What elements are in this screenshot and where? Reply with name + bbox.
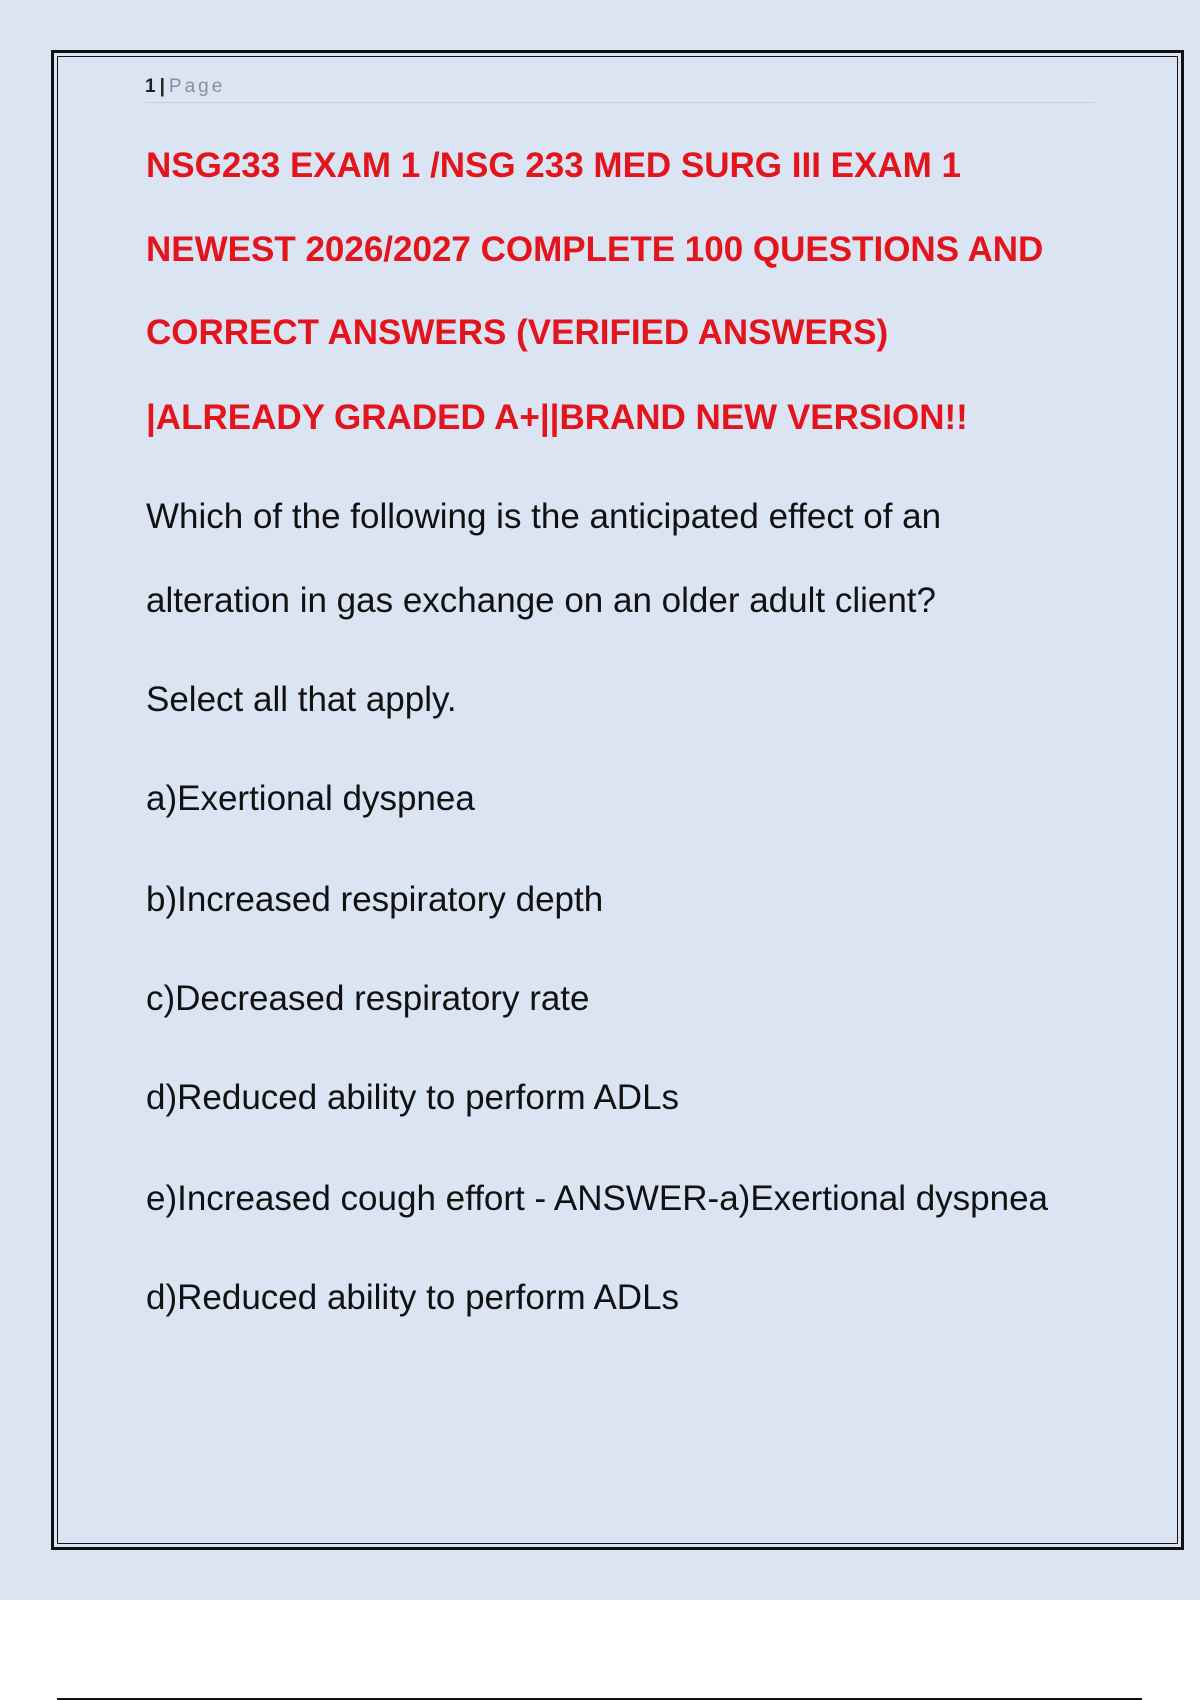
option-e-with-answer: e)Increased cough effort - ANSWER-a)Exertional dyspnea (146, 1179, 1049, 1218)
option-b: b)Increased respiratory depth (146, 880, 604, 919)
page-label: Page (168, 76, 226, 97)
option-d: d)Reduced ability to perform ADLs (146, 1078, 680, 1117)
question-line-1: Which of the following is the anticipated effect of an (146, 497, 942, 536)
question-line-2: alteration in gas exchange on an older adult client? (146, 581, 936, 620)
page-header (145, 72, 1095, 103)
title-line-3: CORRECT ANSWERS (VERIFIED ANSWERS) (146, 313, 889, 352)
option-a: a)Exertional dyspnea (146, 779, 475, 818)
answer-continuation: d)Reduced ability to perform ADLs (146, 1278, 680, 1317)
question-instruction: Select all that apply. (146, 680, 457, 719)
title-line-2: NEWEST 2026/2027 COMPLETE 100 QUESTIONS AND (146, 230, 1044, 269)
option-c: c)Decreased respiratory rate (146, 979, 590, 1018)
page-separator: | (159, 76, 165, 97)
title-line-1: NSG233 EXAM 1 /NSG 233 MED SURG III EXAM 1 (146, 146, 961, 185)
page-number: 1 (145, 76, 156, 97)
title-line-4: |ALREADY GRADED A+||BRAND NEW VERSION!! (146, 398, 968, 437)
